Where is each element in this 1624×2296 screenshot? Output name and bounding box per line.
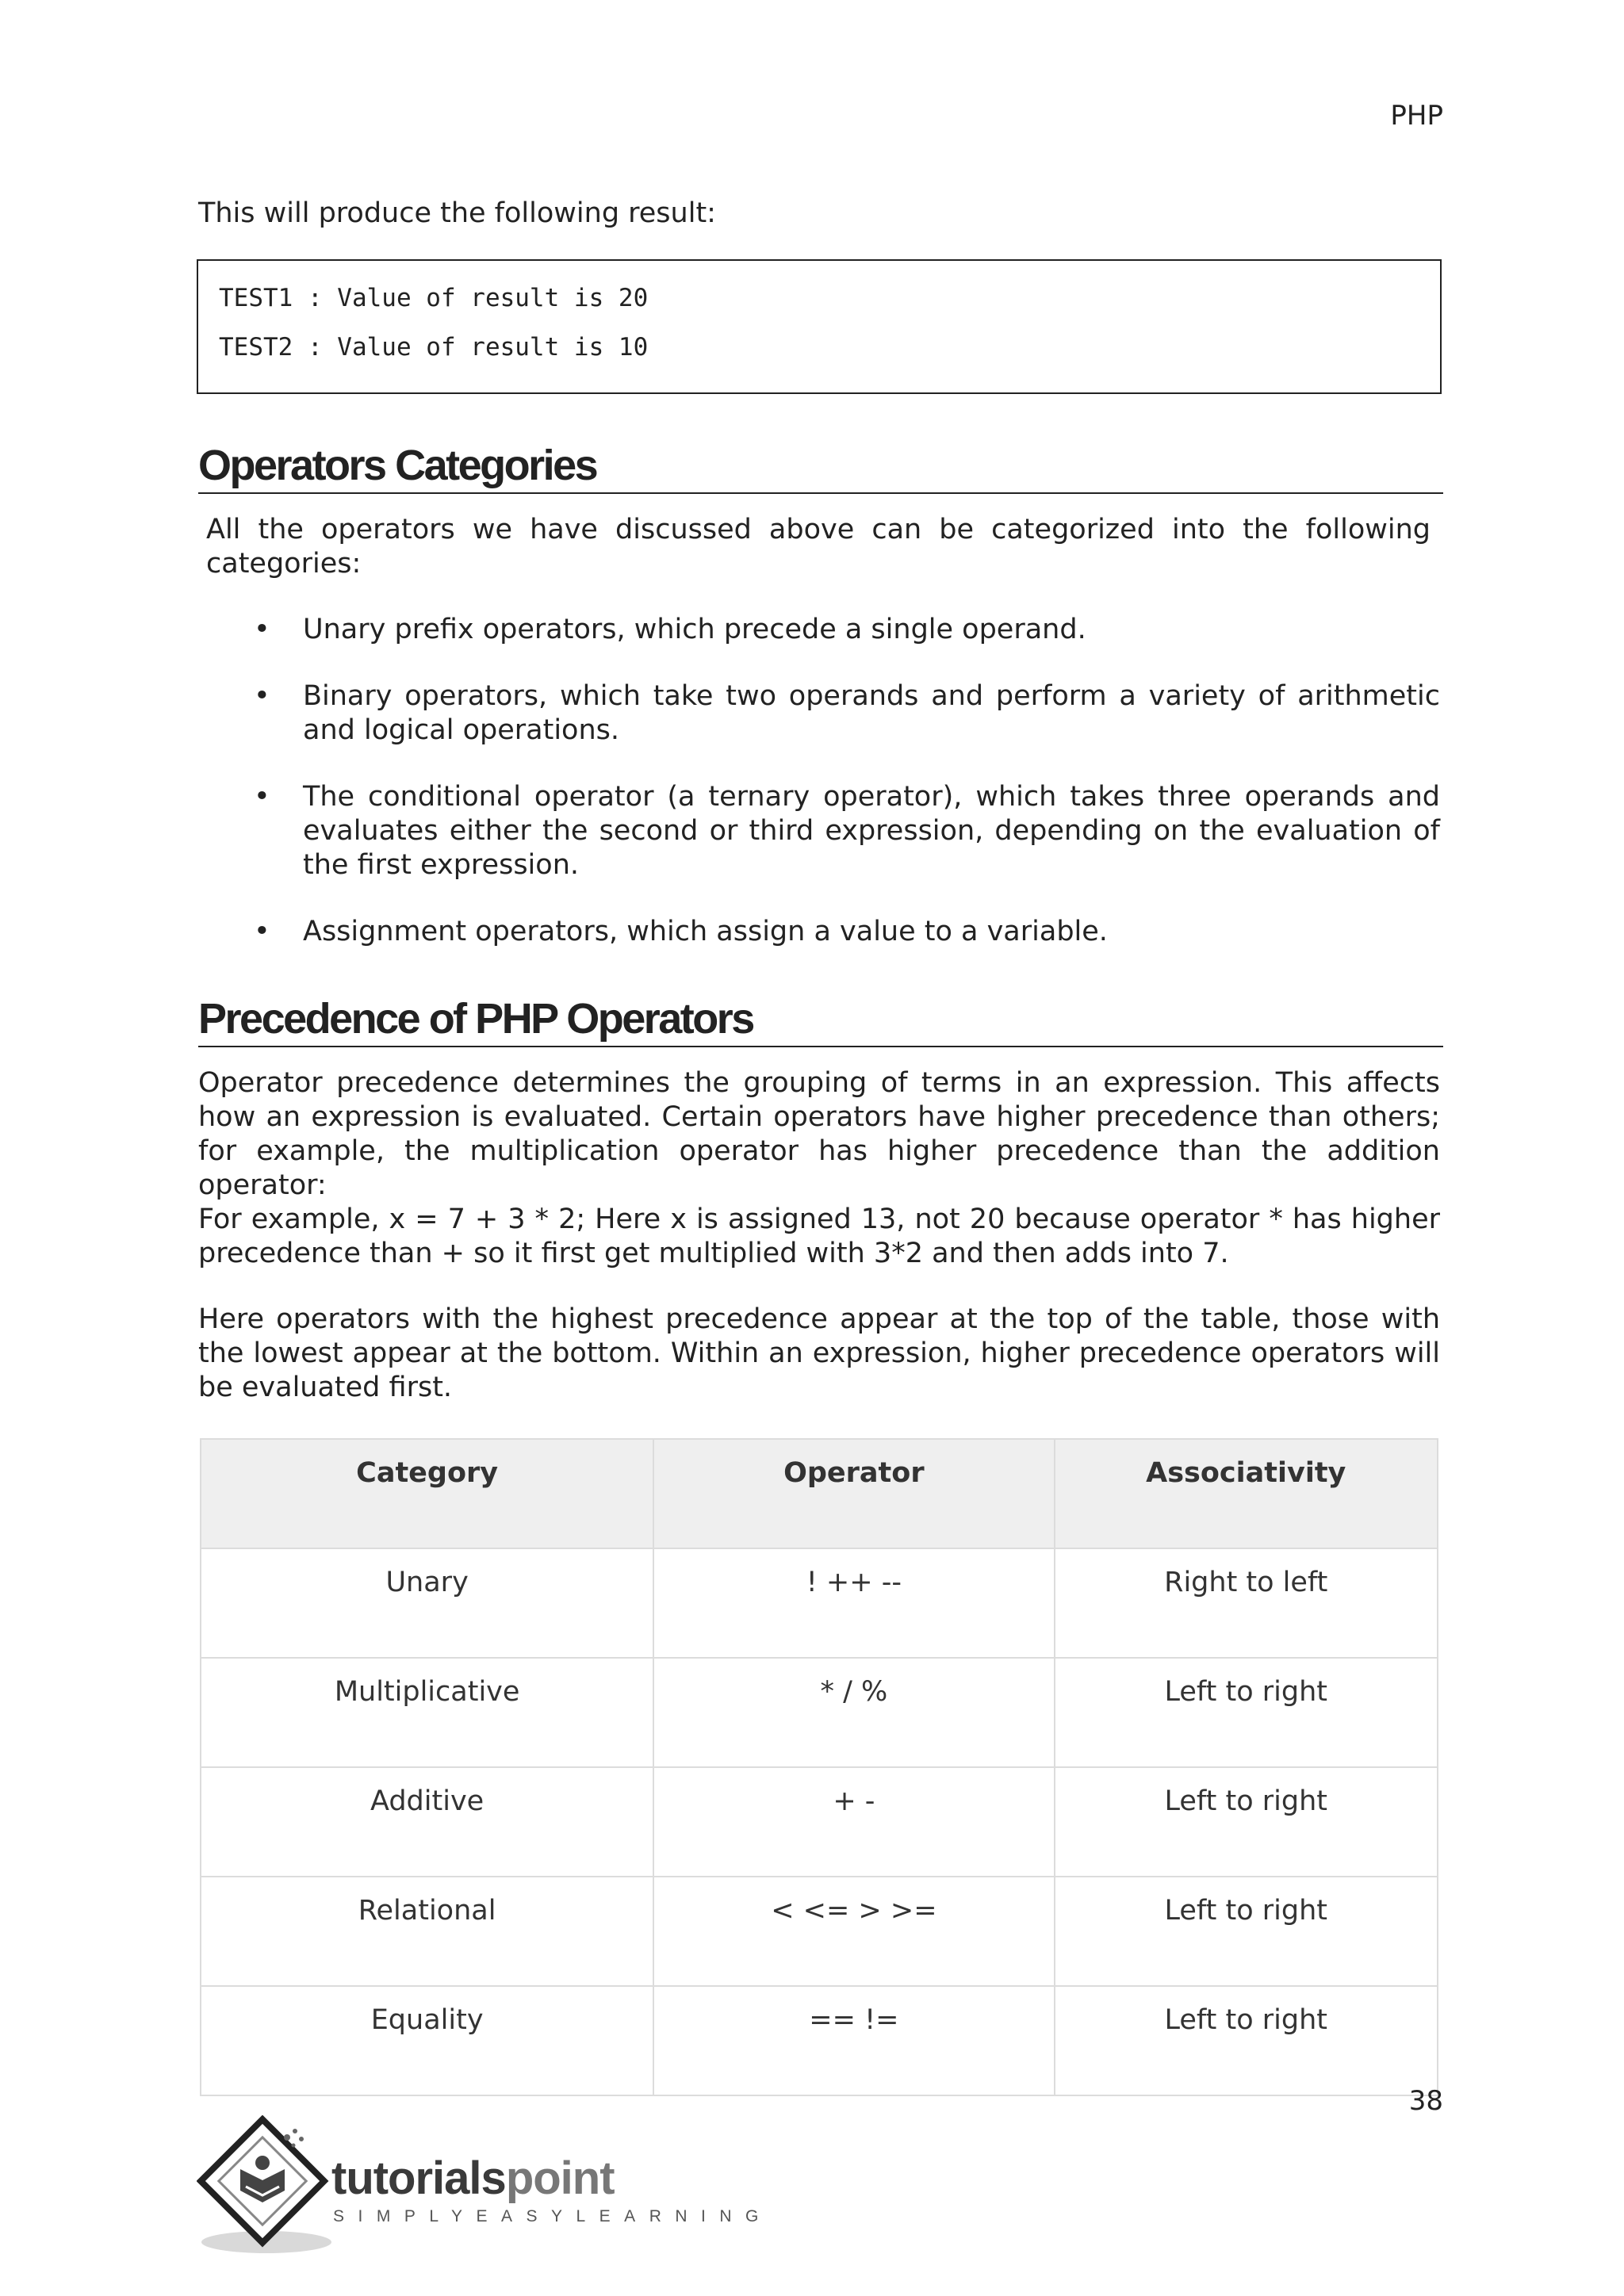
table-cell: + - <box>653 1767 1054 1877</box>
table-cell: Left to right <box>1055 1986 1438 2095</box>
table-cell: == != <box>653 1986 1054 2095</box>
section-title-precedence: Precedence of PHP Operators <box>198 995 1443 1047</box>
table-cell: Equality <box>201 1986 653 2095</box>
logo-wordmark: tutorialspoint <box>331 2152 615 2204</box>
table-header-category: Category <box>201 1439 653 1548</box>
table-cell: ! ++ -- <box>653 1548 1054 1658</box>
list-item <box>198 915 1440 949</box>
code-output-box <box>197 259 1442 394</box>
tutorialspoint-logo <box>197 2115 772 2258</box>
page-number: 38 <box>1408 2085 1443 2117</box>
table-header-associativity: Associativity <box>1055 1439 1438 1548</box>
table-row <box>201 1767 1438 1877</box>
table-cell: Left to right <box>1055 1658 1438 1767</box>
table-cell: Left to right <box>1055 1877 1438 1986</box>
table-cell: Additive <box>201 1767 653 1877</box>
table-header-operator: Operator <box>653 1439 1054 1548</box>
precedence-text-line: For example, x = 7 + 3 * 2; Here x is assigned 13, not 20 because operator * has higher precedence than + so it first get multiplied with 3*2 and then adds into 7. <box>198 1203 1440 1269</box>
table-cell: Right to left <box>1055 1548 1438 1658</box>
logo-mark-icon <box>197 2115 339 2258</box>
table-header-row <box>201 1439 1438 1548</box>
list-item-text: Assignment operators, which assign a value to a variable. <box>303 916 1108 947</box>
table-cell: * / % <box>653 1658 1054 1767</box>
code-line: TEST1 : Value of result is 20 <box>219 284 649 312</box>
section-title-operators-categories: Operators Categories <box>198 442 1443 494</box>
list-item-text: Binary operators, which take two operands and perform a variety of arithmetic and logical operations. <box>303 680 1440 746</box>
table-cell: Multiplicative <box>201 1658 653 1767</box>
running-header: PHP <box>1390 100 1443 132</box>
bullet-icon: • <box>254 680 270 712</box>
list-item-text: Unary prefix operators, which precede a single operand. <box>303 614 1086 645</box>
bullet-icon: • <box>254 916 270 947</box>
precedence-paragraph <box>198 1066 1440 1271</box>
table-cell: < <= > >= <box>653 1877 1054 1986</box>
table-cell: Left to right <box>1055 1767 1438 1877</box>
list-item-text: The conditional operator (a ternary operator), which takes three operands and evaluates either the second or third expression, depending on the evaluation of the first expression. <box>303 781 1440 881</box>
list-item <box>198 679 1440 748</box>
table-row <box>201 1548 1438 1658</box>
categories-lead: All the operators we have discussed above can be categorized into the following categories: <box>206 514 1431 580</box>
logo-tagline: SIMPLYEASYLEARNING <box>333 2207 772 2225</box>
list-item <box>198 613 1440 647</box>
precedence-text-line: Operator precedence determines the grouping of terms in an expression. This affects how an expression is evaluated. Certain operators have higher precedence than others; for example, the multiplication operator has higher precedence than the addition operator: <box>198 1067 1440 1201</box>
table-row <box>201 1986 1438 2095</box>
page-content <box>198 197 1440 2096</box>
bullet-icon: • <box>254 614 270 645</box>
intro-text: This will produce the following result: <box>198 197 716 229</box>
list-item <box>198 780 1440 882</box>
code-line: TEST2 : Value of result is 10 <box>219 333 649 362</box>
table-cell: Relational <box>201 1877 653 1986</box>
precedence-table <box>200 1438 1438 2096</box>
bullet-icon: • <box>254 781 270 813</box>
table-row <box>201 1658 1438 1767</box>
table-row <box>201 1877 1438 1986</box>
categories-list <box>198 613 1440 949</box>
precedence-table-intro: Here operators with the highest precedence appear at the top of the table, those with the lowest appear at the bottom. Within an expression, higher precedence operators will be evaluated first. <box>198 1303 1440 1403</box>
table-cell: Unary <box>201 1548 653 1658</box>
